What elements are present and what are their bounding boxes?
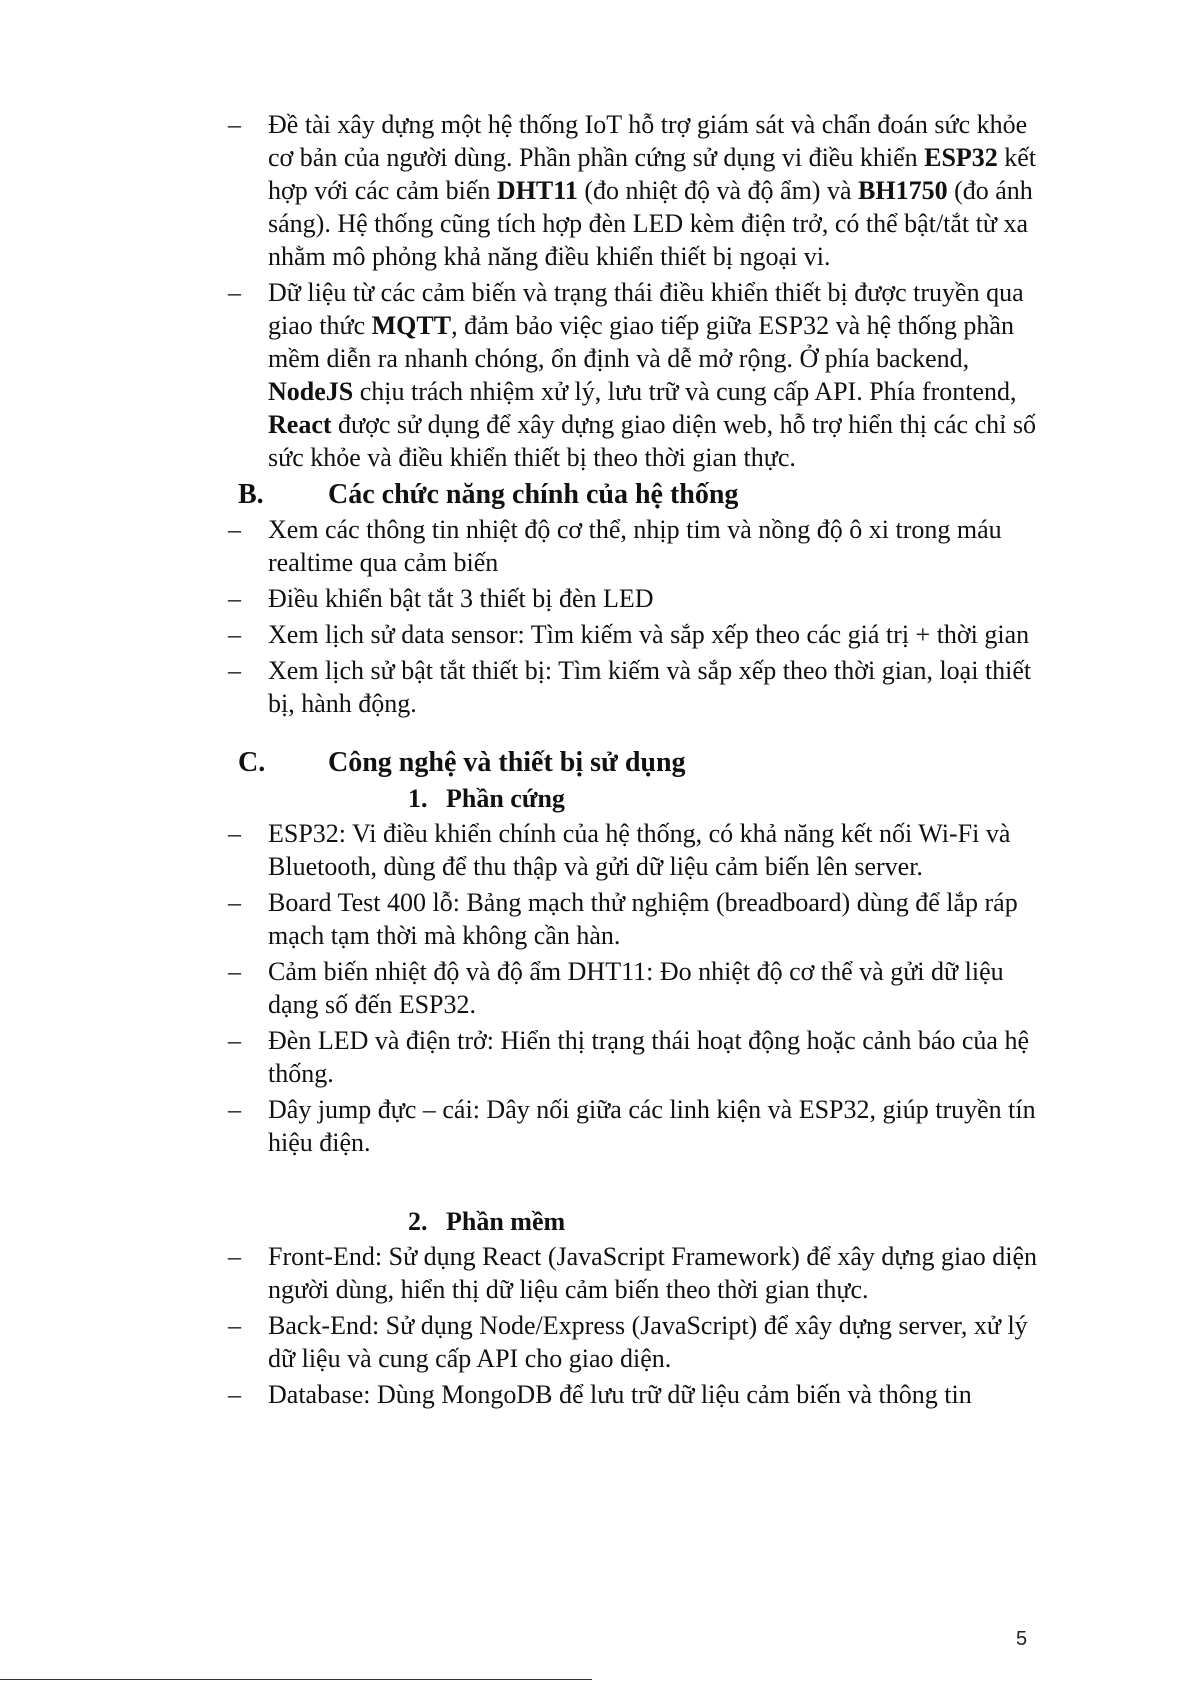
hardware-item <box>228 817 1048 883</box>
section-c-title: Công nghệ và thiết bị sử dụng <box>328 747 686 778</box>
intro-1-part-4: (đo nhiệt độ và độ ẩm) và <box>577 176 858 205</box>
software-item <box>228 1378 1048 1411</box>
section-b-item-text: Xem lịch sử bật tắt thiết bị: Tìm kiếm và sắp xếp theo thời gian, loại thiết bị, hành động. <box>268 656 1032 718</box>
section-b-item-text: Xem lịch sử data sensor: Tìm kiếm và sắp xếp theo các giá trị + thời gian <box>268 620 1030 649</box>
hardware-item-text: Cảm biến nhiệt độ và độ ẩm DHT11: Đo nhiệt độ cơ thể và gửi dữ liệu dạng số đến ESP32. <box>268 957 1004 1019</box>
intro-2-part-2: , đảm bảo việc giao tiếp giữa ESP32 và hệ thống phần mềm diễn ra nhanh chóng, ổn định và dễ mở rộng. Ở phía backend, <box>268 311 1014 373</box>
intro-paragraph-2 <box>228 276 1048 474</box>
bullet-dash: – <box>228 957 241 986</box>
bullet-dash: – <box>228 1026 241 1055</box>
intro-2-part-0: Dữ liệu từ các cảm biến và trạng thái điều khiển thiết bị được truyền qua giao thức <box>268 278 1024 340</box>
intro-1-esp32: ESP32 <box>924 143 998 172</box>
bullet-dash: – <box>228 1242 241 1271</box>
intro-1-part-2: kết hợp với các cảm biến <box>268 143 1037 205</box>
hardware-item-text: Dây jump đực – cái: Dây nối giữa các linh kiện và ESP32, giúp truyền tín hiệu điện. <box>268 1095 1036 1157</box>
section-b-item-text: Xem các thông tin nhiệt độ cơ thể, nhịp tim và nồng độ ô xi trong máu realtime qua cảm biến <box>268 515 1002 577</box>
page-content <box>228 108 1048 1414</box>
software-heading <box>228 1204 1048 1240</box>
intro-1-part-0: Đề tài xây dựng một hệ thống IoT hỗ trợ giám sát và chẩn đoán sức khỏe cơ bản của người dùng. Phần phần cứng sử dụng vi điều khiển <box>268 110 1028 172</box>
section-b-item <box>228 618 1048 651</box>
hardware-item <box>228 1024 1048 1090</box>
hardware-item <box>228 955 1048 1021</box>
section-c-letter: C. <box>238 747 266 778</box>
section-c-heading <box>238 745 1048 781</box>
bullet-dash: – <box>228 278 241 307</box>
section-b-item-text: Điều khiển bật tắt 3 thiết bị đèn LED <box>268 584 654 613</box>
spacer <box>228 723 1048 745</box>
bullet-dash: – <box>228 656 241 685</box>
hardware-heading <box>228 781 1048 817</box>
hardware-item <box>228 886 1048 952</box>
bullet-dash: – <box>228 515 241 544</box>
bullet-dash: – <box>228 1380 241 1409</box>
hardware-item <box>228 1093 1048 1159</box>
page-number: 5 <box>1016 1628 1028 1650</box>
intro-paragraph-1 <box>228 108 1048 273</box>
hardware-item-text: Đèn LED và điện trở: Hiển thị trạng thái hoạt động hoặc cảnh báo của hệ thống. <box>268 1026 1029 1088</box>
intro-1-bh1750: BH1750 <box>858 176 948 205</box>
bullet-dash: – <box>228 819 241 848</box>
intro-1-part-6: (đo ánh sáng). Hệ thống cũng tích hợp đèn LED kèm điện trở, có thể bật/tắt từ xa nhằm mô phỏng khả năng điều khiển thiết bị ngoại vi. <box>268 176 1033 271</box>
software-item <box>228 1240 1048 1306</box>
intro-2-mqtt: MQTT <box>371 311 452 340</box>
hardware-item-text: ESP32: Vi điều khiển chính của hệ thống, có khả năng kết nối Wi-Fi và Bluetooth, dùng để thu thập và gửi dữ liệu cảm biến lên server. <box>268 819 1011 881</box>
bullet-dash: – <box>228 620 241 649</box>
software-title: Phần mềm <box>446 1207 566 1236</box>
hardware-title: Phần cứng <box>446 784 565 813</box>
intro-2-part-6: được sử dụng để xây dựng giao diện web, hỗ trợ hiển thị các chỉ số sức khỏe và điều khiển thiết bị theo thời gian thực. <box>268 410 1036 472</box>
bullet-dash: – <box>228 1095 241 1124</box>
section-b-item <box>228 513 1048 579</box>
software-item-text: Database: Dùng MongoDB để lưu trữ dữ liệu cảm biến và thông tin <box>268 1380 972 1409</box>
software-item <box>228 1309 1048 1375</box>
intro-2-nodejs: NodeJS <box>268 377 354 406</box>
section-b-item <box>228 582 1048 615</box>
software-number: 2. <box>408 1207 428 1236</box>
bullet-dash: – <box>228 1311 241 1340</box>
intro-2-part-4: chịu trách nhiệm xử lý, lưu trữ và cung cấp API. Phía frontend, <box>353 377 1017 406</box>
section-b-letter: B. <box>238 479 264 510</box>
intro-2-react: React <box>268 410 332 439</box>
bullet-dash: – <box>228 110 241 139</box>
software-item-text: Back-End: Sử dụng Node/Express (JavaScript) để xây dựng server, xử lý dữ liệu và cung cấp API cho giao diện. <box>268 1311 1028 1373</box>
bullet-dash: – <box>228 888 241 917</box>
section-b-heading <box>238 477 1048 513</box>
intro-1-dht11: DHT11 <box>496 176 578 205</box>
hardware-number: 1. <box>408 784 428 813</box>
footer-divider <box>0 1679 592 1680</box>
section-b-title: Các chức năng chính của hệ thống <box>328 479 739 510</box>
software-item-text: Front-End: Sử dụng React (JavaScript Framework) để xây dựng giao diện người dùng, hiển thị dữ liệu cảm biến theo thời gian thực. <box>268 1242 1038 1304</box>
hardware-item-text: Board Test 400 lỗ: Bảng mạch thử nghiệm (breadboard) dùng để lắp ráp mạch tạm thời mà không cần hàn. <box>268 888 1018 950</box>
section-b-item <box>228 654 1048 720</box>
bullet-dash: – <box>228 584 241 613</box>
spacer <box>228 1162 1048 1204</box>
